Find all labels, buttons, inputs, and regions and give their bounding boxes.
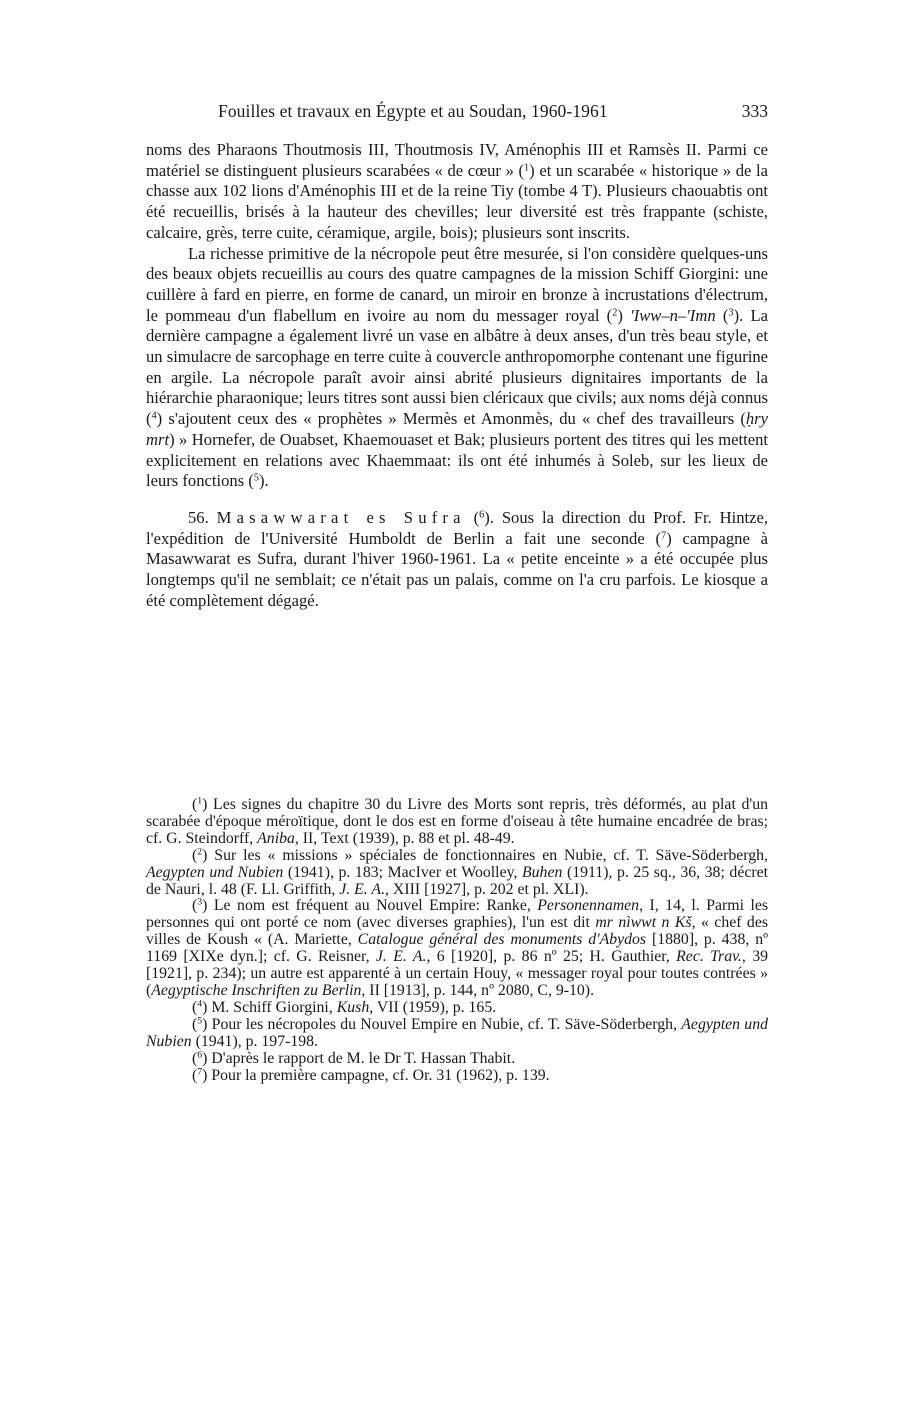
paragraph (146, 244, 768, 492)
text-run: ) Le nom est fréquent au Nouvel Empire: Ranke, (202, 897, 538, 915)
note-ref: 4 (197, 998, 203, 1010)
italic-run: Kush (336, 998, 370, 1016)
text-run: ( (192, 1049, 198, 1067)
footnote-3 (146, 898, 768, 999)
note-ref: 1 (197, 795, 203, 807)
note-ref: 3 (728, 306, 734, 318)
text-run: ) » Hornefer, de Ouabset, Khaemouaset et Bak; plusieurs portent des titres qui les mettent explicitement en relations avec Khaemmaat: ils ont été inhumés à Soleb, sur les lieux de leurs fonctions ( (146, 429, 768, 491)
text-run: ( (192, 796, 198, 813)
text-run: , 39 [1921], p. 234); un autre est apparenté à un certain Houy, « messager royal pour toutes contrées » ( (146, 948, 768, 999)
text-run: ( (192, 998, 198, 1016)
text-run: , II [1913], p. 144, nº 2080, C, 9-10). (361, 981, 595, 999)
text-run: [1880], p. 438, nº 1169 [XIXe dyn.]; cf. G. Reisner, (146, 931, 768, 966)
italic-run: Rec. Trav. (676, 948, 742, 966)
footnote-2 (146, 848, 768, 899)
footnotes (146, 797, 768, 1084)
italic-run: Aegyptische Inschriften zu Berlin (151, 981, 362, 999)
text-run: (1941), p. 183; MacIver et Woolley, (283, 863, 522, 881)
running-header (146, 101, 768, 127)
italic-run: 'Iww–n–'Imn (630, 305, 716, 325)
footnote-4 (146, 1000, 768, 1017)
text-run: ( (192, 846, 198, 864)
text-run: ( (465, 507, 480, 527)
text-run: noms des Pharaons Thoutmosis III, Thoutmosis IV, Aménophis III et Ramsès II. Parmi ce matériel se distinguent plusieurs scarabées « de cœur » ( (146, 140, 768, 180)
text-run: , II, Text (1939), p. 88 et pl. 48-49. (294, 829, 515, 847)
text-run: ). La dernière campagne a également livré un vase en albâtre à deux anses, d'un très beau style, et un simulacre de sarcophage en terre cuite à couvercle anthropomorphe contenant une figurine en argile. La nécropole paraît avoir ainsi abrité plusieurs dignitaires importants de la hiérarchie pharaonique; leurs titres sont aussi bien cléricaux que civils; aux noms déjà connus ( (146, 305, 768, 429)
italic-run: mr nìwwt n Kš (595, 914, 692, 932)
italic-run: Buhen (522, 863, 563, 881)
text-run: ) Les signes du chapitre 30 du Livre des Morts sont repris, très déformés, au plat d'un scarabée d'époque méroïtique, dont le dos est en forme d'oiseau à tête humaine encadrée de bras; cf. G. Steindorff, (146, 796, 768, 847)
text-run: 56. (188, 507, 217, 527)
note-ref: 4 (151, 410, 157, 422)
text-run: ). (258, 471, 269, 491)
note-ref: 1 (524, 162, 530, 174)
italic-run: Personennamen (537, 897, 640, 915)
note-ref: 3 (197, 897, 203, 909)
text-run: ) Sur les « missions » spéciales de fonctionnaires en Nubie, cf. T. Säve-Söderbergh, (202, 846, 768, 864)
italic-run: J. E. A. (339, 880, 386, 898)
note-ref: 6 (479, 509, 485, 521)
italic-run: ḥry mrt (146, 409, 768, 449)
italic-run: Aegypten und Nubien (146, 863, 284, 881)
note-ref: 5 (253, 472, 259, 484)
text-run: ( (192, 1015, 198, 1033)
note-ref: 2 (197, 846, 203, 858)
text-run: ) campagne à Masawwarat es Sufra, durant l'hiver 1960-1961. La « petite enceinte » a été occupée plus longtemps qu'il ne semblait; ce n'était pas un palais, comme on l'a cru parfois. Le kiosque a été complètement dégagé. (146, 528, 768, 610)
text-run: , XIII [1927], p. 202 et pl. XLI). (385, 880, 589, 898)
footnote-7 (146, 1068, 768, 1085)
footnote-1 (146, 797, 768, 848)
footnote-5 (146, 1017, 768, 1051)
text-run: , « chef des villes de Koush « (A. Mariette, (146, 914, 768, 949)
note-ref: 7 (197, 1066, 203, 1078)
text-run: La richesse primitive de la nécropole peut être mesurée, si l'on considère quelques-uns des beaux objets recueillis au cours des quatre campagnes de la mission Schiff Giorgini: une cuillère à fard en pierre, en forme de canard, un miroir en bronze à incrustations d'électrum, le pommeau d'un flabellum en ivoire au nom du messager royal ( (146, 243, 768, 325)
text-run: ( (715, 305, 729, 325)
text-run: ) s'ajoutent ceux des « prophètes » Mermès et Amonmès, du « chef des travailleurs ( (156, 409, 746, 429)
running-title: Fouilles et travaux en Égypte et au Soudan, 1960-1961 (218, 101, 608, 121)
text-run: , VII (1959), p. 165. (369, 998, 497, 1016)
text-run: , I, 14, l. Parmi les personnes qui ont porté ce nom (avec diverses graphies), l'un est dit (146, 897, 768, 932)
italic-run: Catalogue général des monuments d'Abydos (357, 931, 647, 949)
italic-run: Aegypten und Nubien (146, 1015, 768, 1050)
text-run: , 6 [1920], p. 86 nº 25; H. Gauthier, (426, 948, 677, 966)
text-run: ) (617, 305, 631, 325)
main-text (146, 140, 768, 611)
text-run: ). Sous la direction du Prof. Fr. Hintze, l'expédition de l'Université Humboldt de Berlin a fait une seconde ( (146, 507, 768, 548)
italic-run: J. E. A. (375, 948, 427, 966)
page-number: 333 (741, 101, 768, 121)
text-run: (1941), p. 197-198. (191, 1032, 319, 1050)
footnote-6 (146, 1051, 768, 1068)
text-run: ) D'après le rapport de M. le Dr T. Hassan Thabit. (202, 1049, 516, 1067)
text-run: ) Pour la première campagne, cf. Or. 31 (1962), p. 139. (202, 1066, 550, 1084)
spaced-heading-run: Masawwarat es Sufra (216, 507, 466, 527)
paragraph (146, 140, 768, 244)
text-run: (1911), p. 25 sq., 36, 38; décret de Nauri, l. 48 (F. Ll. Griffith, (146, 863, 769, 898)
note-ref: 2 (612, 306, 618, 318)
italic-run: Aniba (257, 829, 295, 847)
note-ref: 7 (661, 530, 667, 541)
text-run: ) et un scarabée « historique » de la chasse aux 102 lions d'Aménophis III et de la reine Tiy (tombe 4 T). Plusieurs chaouabtis ont été recueillis, brisés à la hauteur des chevilles; leur diversité est très frappante (schiste, calcaire, grès, terre cuite, céramique, argile, bois); plusieurs sont inscrits. (146, 160, 768, 242)
note-ref: 5 (197, 1015, 203, 1027)
section-56-paragraph (146, 508, 768, 612)
text-run: ( (192, 1066, 198, 1084)
text-run: ) Pour les nécropoles du Nouvel Empire en Nubie, cf. T. Säve-Söderbergh, (202, 1015, 682, 1033)
text-run: ( (192, 897, 198, 915)
text-run: ) M. Schiff Giorgini, (202, 998, 337, 1016)
note-ref: 6 (197, 1049, 203, 1061)
